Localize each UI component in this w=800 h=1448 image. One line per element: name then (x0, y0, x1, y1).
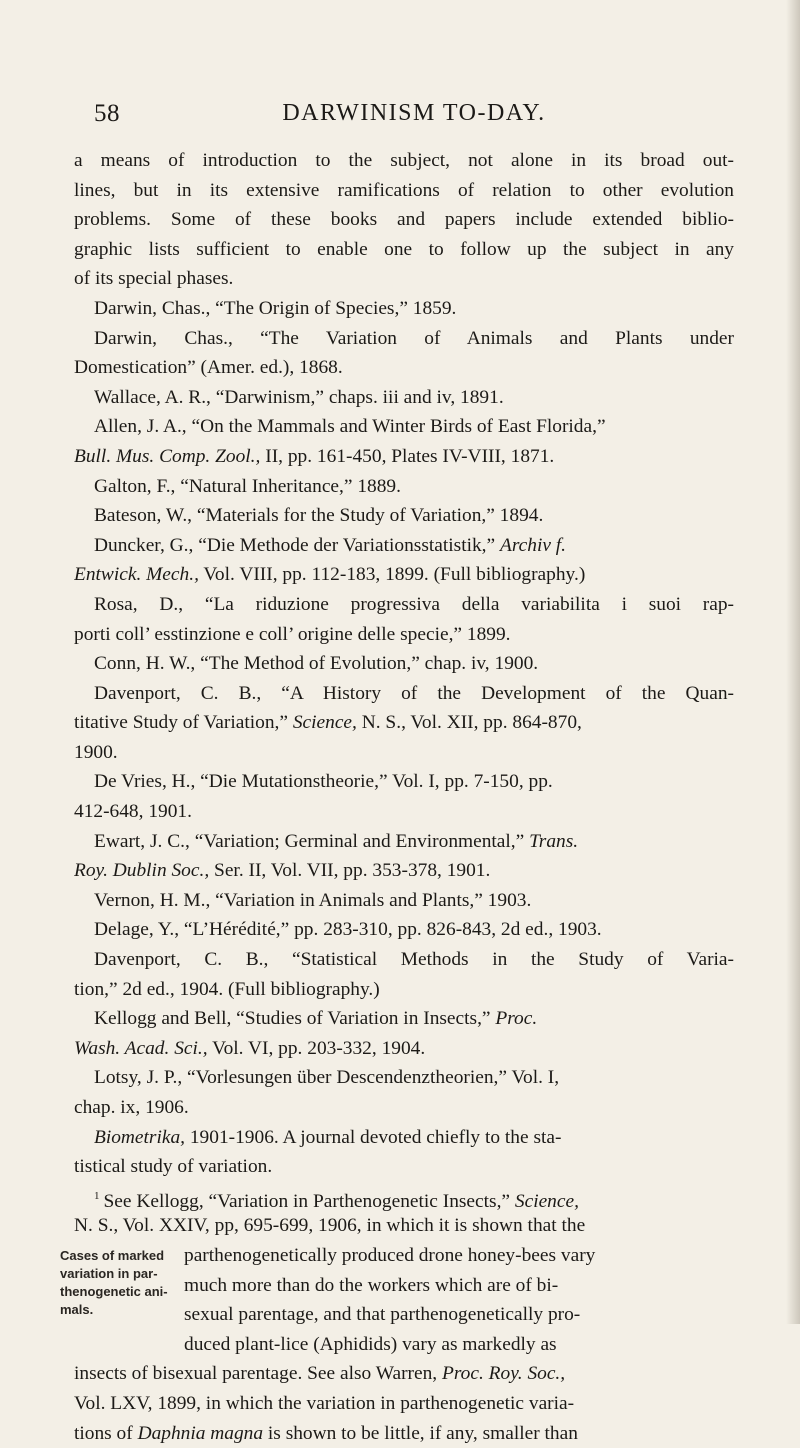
reference-text: Kellogg and Bell, “Studies of Variation in Insects,” (94, 1008, 496, 1030)
journal-title: Proc. Roy. Soc., (442, 1363, 566, 1385)
reference-rosa: Rosa, D., “La riduzione progressiva della variabilita i suoi rap- (94, 593, 734, 615)
reference-conn: Conn, H. W., “The Method of Evolution,” chap. iv, 1900. (94, 653, 539, 675)
footnote-line: Vol. LXV, 1899, in which the variation in parthenogenetic varia- (74, 1392, 575, 1414)
footnote-marker: 1 (94, 1189, 100, 1202)
reference-duncker (74, 531, 734, 561)
page-number: 58 (94, 100, 120, 127)
journal-title: Science, (514, 1190, 579, 1212)
footnote-text: insects of bisexual parentage. See also Warren, (74, 1363, 442, 1385)
reference-delage: Delage, Y., “L’Hérédité,” pp. 283-310, pp. 826-843, 2d ed., 1903. (94, 919, 602, 941)
journal-title: Archiv f. (499, 534, 567, 556)
reference-davenport-statistical: Davenport, C. B., “Statistical Methods in the Study of Varia- (94, 949, 734, 971)
journal-title: Trans. (529, 830, 579, 852)
reference-galton: Galton, F., “Natural Inheritance,” 1889. (94, 475, 401, 497)
reference-continuation (74, 856, 734, 886)
margin-sidenote: Cases of marked variation in par-thenogenetic ani-mals. (60, 1247, 168, 1317)
reference-ewart (74, 827, 734, 857)
footnote-text: tions of (74, 1422, 138, 1444)
reference-bateson: Bateson, W., “Materials for the Study of Variation,” 1894. (94, 505, 544, 527)
footnote-with-sidenote (60, 1241, 734, 1359)
journal-title: Science, (292, 712, 357, 734)
intro-line: of its special phases. (74, 268, 234, 290)
reference-text: Ewart, J. C., “Variation; Germinal and Environmental,” (94, 830, 530, 852)
intro-line: graphic lists sufficient to enable one to follow up the subject in any (74, 238, 734, 260)
page-edge-shadow (786, 0, 800, 1324)
footnote-line: parthenogenetically produced drone honey-bees vary (184, 1244, 596, 1266)
journal-title: Roy. Dublin Soc., (74, 860, 210, 882)
reference-darwin-origin: Darwin, Chas., “The Origin of Species,” 1859. (94, 297, 457, 319)
journal-title: Proc. (495, 1008, 538, 1030)
journal-title: Wash. Acad. Sci., (74, 1037, 208, 1059)
intro-line: problems. Some of these books and papers include extended biblio- (74, 209, 734, 231)
intro-line: lines, but in its extensive ramifications of relation to other evolution (74, 179, 734, 201)
footnote-text: See Kellogg, “Variation in Parthenogenetic Insects,” (103, 1190, 515, 1212)
footnote-line: sexual parentage, and that parthenogenetically pro- (184, 1304, 581, 1326)
reference-text: Vol. VIII, pp. 112-183, 1899. (Full bibliography.) (198, 564, 586, 586)
intro-line: a means of introduction to the subject, not alone in its broad out- (74, 150, 734, 171)
reference-continuation: 412-648, 1901. (74, 801, 192, 823)
journal-title: Bull. Mus. Comp. Zool., (74, 445, 261, 467)
footnote-line (74, 1359, 734, 1389)
reference-text: II, pp. 161-450, Plates IV-VIII, 1871. (260, 445, 555, 467)
reference-continuation: 1900. (74, 741, 118, 763)
species-name: Daphnia magna (137, 1422, 264, 1444)
journal-title: Biometrika, (94, 1126, 186, 1148)
reference-text: titative Study of Variation,” (74, 712, 293, 734)
reference-continuation: tion,” 2d ed., 1904. (Full bibliography.) (74, 978, 380, 1000)
reference-davenport-history: Davenport, C. B., “A History of the Development of the Quan- (94, 682, 734, 704)
reference-continuation: porti coll’ esstinzione e coll’ origine delle specie,” 1899. (74, 623, 511, 645)
reference-continuation (74, 560, 734, 590)
reference-vernon: Vernon, H. M., “Variation in Animals and Plants,” 1903. (94, 889, 532, 911)
footnote-line: duced plant-lice (Aphidids) vary as markedly as (184, 1333, 557, 1355)
reference-text: Duncker, G., “Die Methode der Variationsstatistik,” (94, 534, 500, 556)
running-head: DARWINISM TO-DAY. (282, 100, 546, 126)
reference-continuation (74, 708, 734, 738)
reference-text: Vol. VI, pp. 203-332, 1904. (207, 1037, 426, 1059)
reference-de-vries: De Vries, H., “Die Mutationstheorie,” Vol. I, pp. 7-150, pp. (94, 771, 553, 793)
reference-continuation: chap. ix, 1906. (74, 1097, 189, 1118)
reference-kellogg-bell (74, 1004, 734, 1034)
reference-wallace: Wallace, A. R., “Darwinism,” chaps. iii and iv, 1891. (94, 386, 504, 408)
footnote-line (74, 1182, 734, 1212)
reference-continuation (74, 442, 734, 472)
footnote-text: is shown to be little, if any, smaller than (263, 1422, 578, 1444)
body-text (60, 146, 734, 1448)
reference-continuation: tistical study of variation. (74, 1156, 273, 1178)
reference-continuation: Domestication” (Amer. ed.), 1868. (74, 357, 343, 379)
page-header (94, 100, 734, 140)
reference-lotsy: Lotsy, J. P., “Vorlesungen über Descendenztheorien,” Vol. I, (94, 1067, 560, 1089)
reference-text: N. S., Vol. XII, pp. 864-870, (356, 712, 582, 734)
reference-darwin-variation: Darwin, Chas., “The Variation of Animals and Plants under (94, 327, 734, 349)
footnote-line: N. S., Vol. XXIV, pp, 695-699, 1906, in which it is shown that the (74, 1215, 586, 1237)
footnote-line: much more than do the workers which are of bi- (184, 1274, 559, 1296)
reference-biometrika (74, 1123, 734, 1153)
footnote-line (74, 1419, 734, 1448)
reference-continuation (74, 1034, 734, 1064)
reference-text: 1901-1906. A journal devoted chiefly to the sta- (185, 1126, 562, 1148)
reference-text: Ser. II, Vol. VII, pp. 353-378, 1901. (209, 860, 491, 882)
journal-title: Entwick. Mech., (74, 564, 199, 586)
reference-allen: Allen, J. A., “On the Mammals and Winter Birds of East Florida,” (94, 416, 606, 438)
